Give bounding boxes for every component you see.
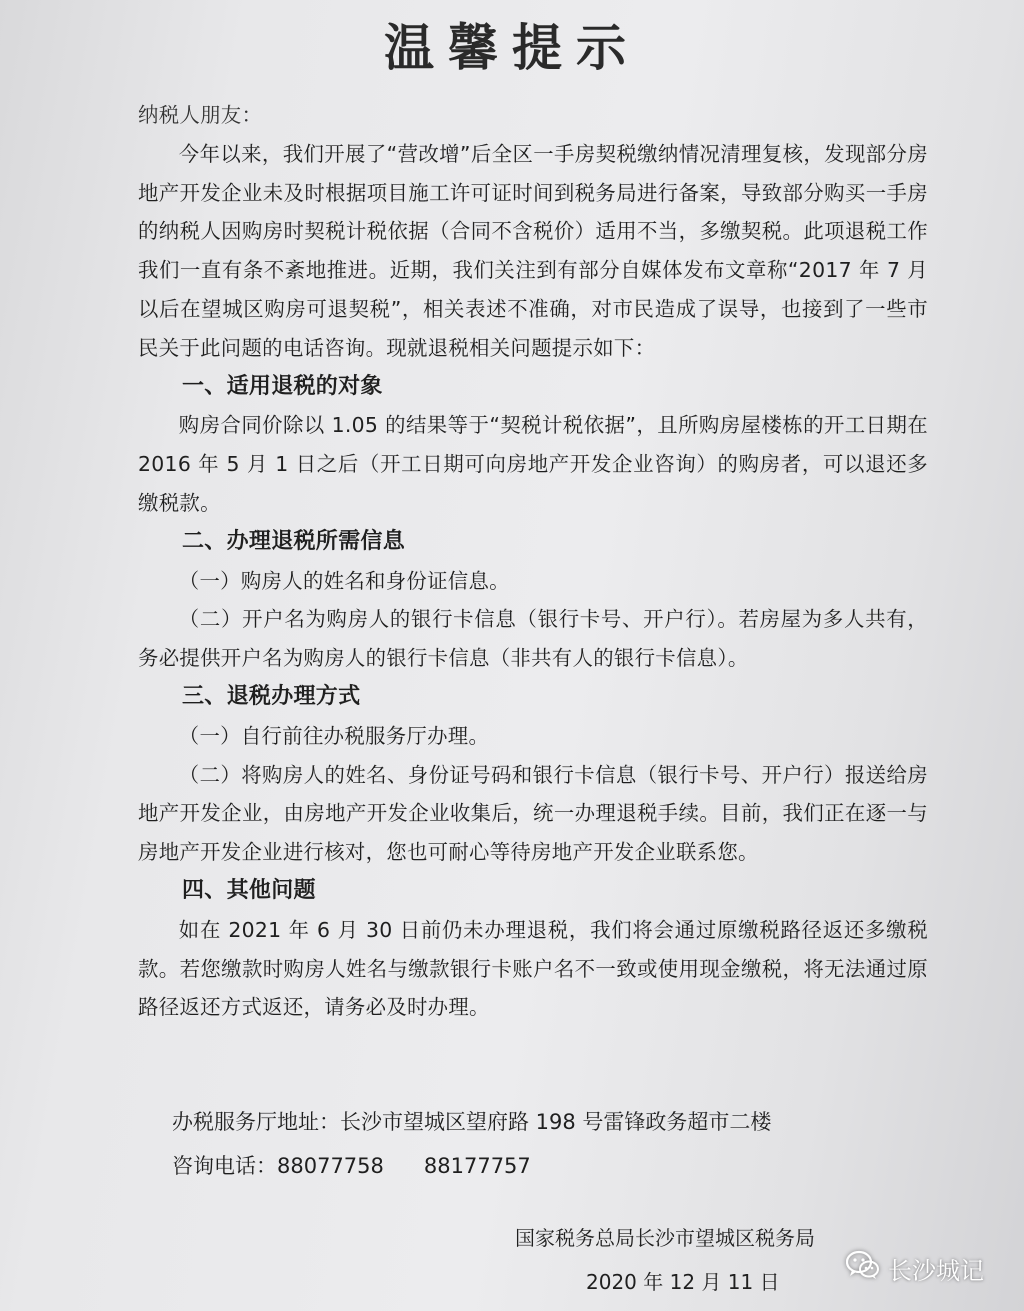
page-title: 温馨提示 [384,18,640,77]
phone-label: 咨询电话： [172,1154,277,1178]
intro-paragraph: 今年以来，我们开展了“营改增”后全区一手房契税缴纳情况清理复核，发现部分房地产开发企业未及时根据项目施工许可证时间到税务局进行备案，导致部分购买一手房的纳税人因购房时契税计税依据（合同不含税价）适用不当，多缴契税。此项退税工作我们一直有条不紊地推进。近期，我们关注到有部分自媒体发布文章称“2017 年 7 月以后在望城区购房可退契税”，相关表述不准确，对市民造成了误导，也接到了一些市民关于此问题的电话咨询。现就退税相关问题提示如下： [138,141,928,360]
section-3-paragraph-2: （二）将购房人的姓名、身份证号码和银行卡信息（银行卡号、开户行）报送给房地产开发企业，由房地产开发企业收集后，统一办理退税手续。目前，我们正在逐一与房地产开发企业进行核对，您也可耐心等待房地产开发企业联系您。 [138,762,928,865]
section-1-paragraph-1: 购房合同价除以 1.05 的结果等于“契税计税依据”，且所购房屋楼栋的开工日期在 2016 年 5 月 1 日之后（开工日期可向房地产开发企业咨询）的购房者，可以退还多缴税款。 [138,413,928,515]
office-address: 办税服务厅地址：长沙市望城区望府路 198 号雷锋政务超市二楼 [172,1110,772,1134]
phone-line [172,1144,771,1188]
watermark [846,1250,984,1286]
section-heading-3: 三、退税办理方式 [182,683,361,709]
phone-number-2: 88177757 [423,1154,531,1178]
section-heading-1: 一、适用退税的对象 [182,373,383,399]
issue-date: 2020 年 12 月 11 日 [586,1270,780,1294]
section-heading-4: 四、其他问题 [182,877,316,903]
contact-info [172,1100,771,1188]
greeting: 纳税人朋友： [138,103,263,127]
section-2-paragraph-2: （二）开户名为购房人的银行卡信息（银行卡号、开户行）。若房屋为多人共有，务必提供开户名为购房人的银行卡信息（非共有人的银行卡信息）。 [138,607,928,671]
watermark-text: 长沙城记 [888,1256,984,1285]
section-heading-2: 二、办理退税所需信息 [182,528,406,554]
phone-number-1: 88077758 [277,1154,384,1178]
section-2-paragraph-1: （一）购房人的姓名和身份证信息。 [178,568,510,593]
issuer-signature: 国家税务总局长沙市望城区税务局 [515,1226,815,1250]
wechat-icon [846,1250,880,1286]
section-4-paragraph-1: 如在 2021 年 6 月 30 日前仍未办理退税，我们将会通过原缴税路径返还多缴税款。若您缴款时购房人姓名与缴款银行卡账户名不一致或使用现金缴税，将无法通过原路径返还方式返还，请务必及时办理。 [138,917,928,1020]
section-3-paragraph-1: （一）自行前往办税服务厅办理。 [178,723,490,748]
notice-body [138,96,928,1027]
